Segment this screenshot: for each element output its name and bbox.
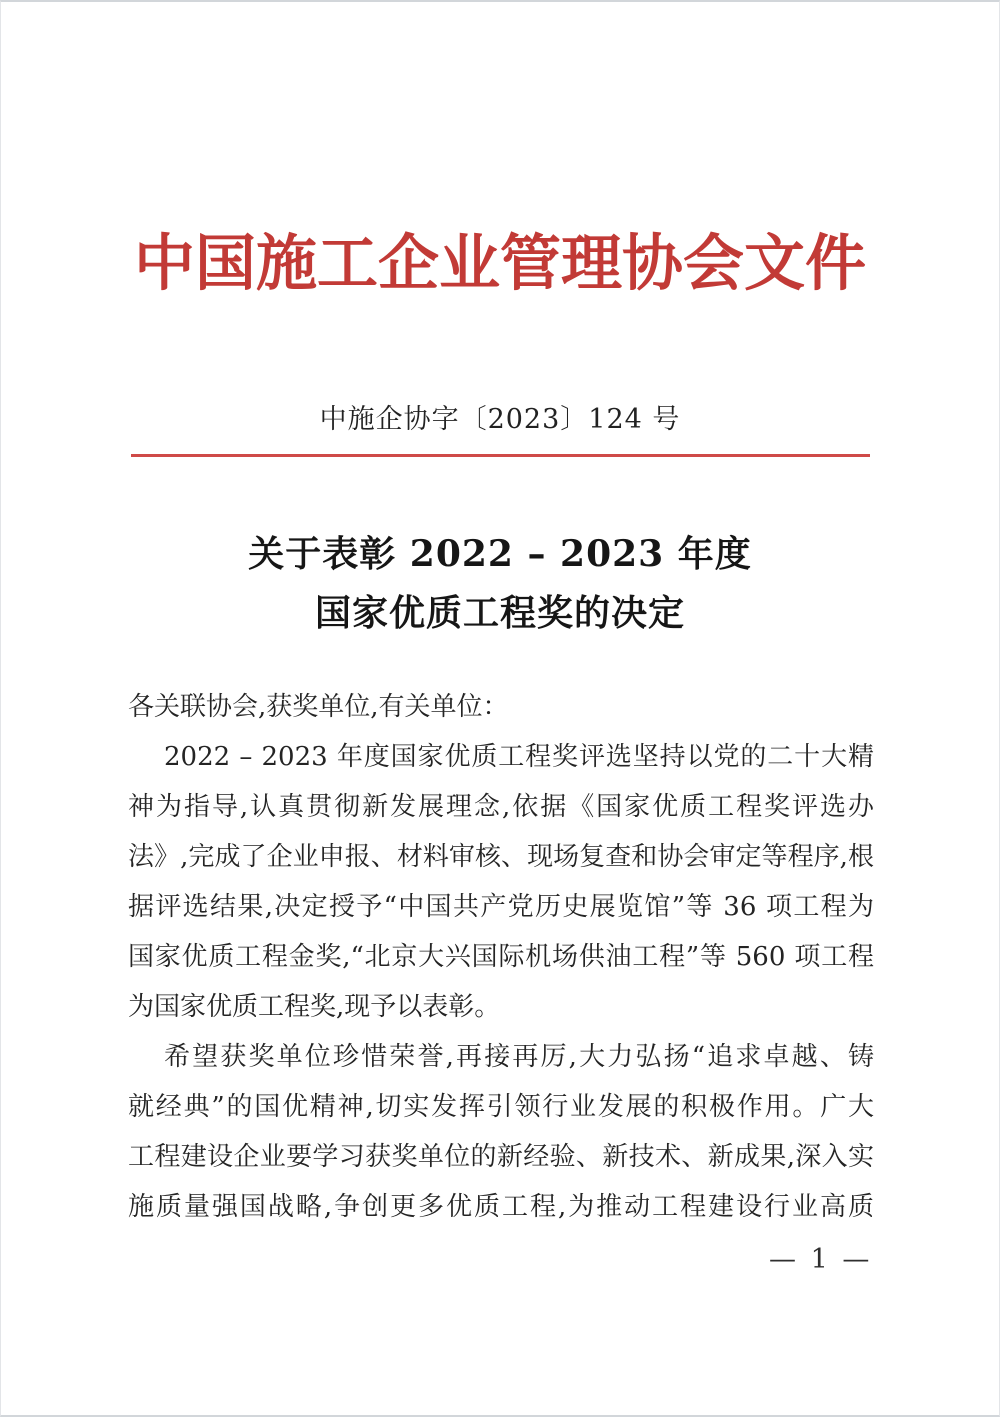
- body-line: 施质量强国战略,争创更多优质工程,为推动工程建设行业高质: [128, 1192, 874, 1222]
- document-body: [128, 682, 874, 1232]
- body-line: 国家优质工程金奖,“北京大兴国际机场供油工程”等 560 项工程: [128, 942, 874, 972]
- red-divider-rule: [131, 454, 870, 457]
- body-line: 工程建设企业要学习获奖单位的新经验、新技术、新成果,深入实: [128, 1142, 874, 1172]
- document-title: [1, 525, 999, 643]
- body-line: 为国家优质工程奖,现予以表彰。: [128, 992, 501, 1022]
- body-line: 各关联协会,获奖单位,有关单位：: [128, 692, 509, 722]
- body-line: 神为指导,认真贯彻新发展理念,依据《国家优质工程奖评选办: [128, 792, 874, 822]
- body-line: 2022 – 2023 年度国家优质工程奖评选坚持以党的二十大精: [164, 742, 874, 772]
- document-title-line-1: 关于表彰 2022 – 2023 年度: [248, 533, 752, 575]
- page-number: — 1 —: [769, 1244, 873, 1275]
- body-line: 就经典”的国优精神,切实发挥引领行业发展的积极作用。广大: [128, 1092, 874, 1122]
- body-line: 据评选结果,决定授予“中国共产党历史展览馆”等 36 项工程为: [128, 892, 874, 922]
- document-number: 中施企协字〔2023〕124 号: [319, 404, 681, 435]
- letterhead-title: 中国施工企业管理协会文件: [133, 228, 866, 299]
- document-title-line-2: 国家优质工程奖的决定: [314, 592, 685, 634]
- body-line: 希望获奖单位珍惜荣誉,再接再厉,大力弘扬“追求卓越、铸: [164, 1042, 874, 1072]
- body-line: 法》,完成了企业申报、材料审核、现场复查和协会审定等程序,根: [128, 842, 874, 872]
